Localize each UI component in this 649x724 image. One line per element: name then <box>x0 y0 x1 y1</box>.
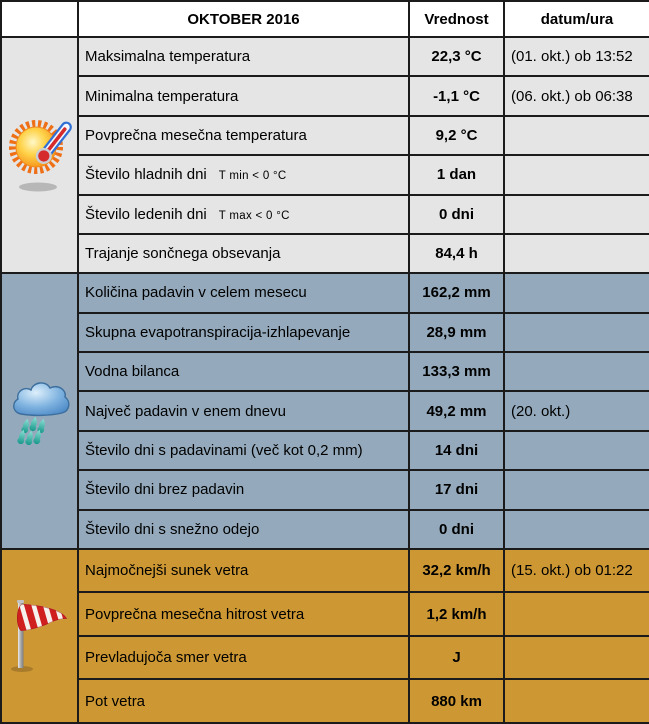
date-column-header: datum/ura <box>504 1 649 37</box>
row-value: 0 dni <box>409 195 504 234</box>
row-label: Povprečna mesečna temperatura <box>85 126 307 144</box>
sun-thermometer-icon <box>8 117 74 193</box>
table-row <box>1 391 649 430</box>
table-row <box>1 470 649 509</box>
row-date: (01. okt.) ob 13:52 <box>504 37 649 76</box>
row-value: 17 dni <box>409 470 504 509</box>
row-date: (15. okt.) ob 01:22 <box>504 549 649 593</box>
row-value: 880 km <box>409 679 504 723</box>
row-date <box>504 234 649 273</box>
windsock-icon <box>9 595 71 677</box>
row-date <box>504 116 649 155</box>
row-date <box>504 313 649 352</box>
row-value: 14 dni <box>409 431 504 470</box>
table-row <box>1 352 649 391</box>
row-date <box>504 679 649 723</box>
row-label: Število dni brez padavin <box>85 481 245 499</box>
table-row <box>1 37 649 76</box>
row-date <box>504 470 649 509</box>
row-date: (06. okt.) ob 06:38 <box>504 76 649 115</box>
table-row <box>1 155 649 194</box>
header-row <box>1 1 649 37</box>
row-label: Prevladujoča smer vetra <box>85 649 247 667</box>
row-value: 133,3 mm <box>409 352 504 391</box>
row-value: 1 dan <box>409 155 504 194</box>
row-label: Največ padavin v enem dnevu <box>85 402 286 420</box>
row-value: J <box>409 636 504 680</box>
row-value: 9,2 °C <box>409 116 504 155</box>
row-label: Vodna bilanca <box>85 363 180 381</box>
row-value: 49,2 mm <box>409 391 504 430</box>
table-row <box>1 76 649 115</box>
table-row <box>1 592 649 636</box>
table-row <box>1 431 649 470</box>
row-value: 32,2 km/h <box>409 549 504 593</box>
row-label: Število dni s snežno odejo <box>85 520 260 538</box>
table-row <box>1 195 649 234</box>
row-date <box>504 510 649 549</box>
row-label: Število ledenih dni <box>85 205 207 223</box>
row-label: Skupna evapotranspiracija-izhlapevanje <box>85 323 351 341</box>
table-row <box>1 313 649 352</box>
row-label: Število hladnih dni <box>85 166 207 184</box>
row-label: Količina padavin v celem mesecu <box>85 284 307 302</box>
row-value: 1,2 km/h <box>409 592 504 636</box>
precipitation-icon-cell <box>1 273 78 549</box>
row-label: Število dni s padavinami (več kot 0,2 mm) <box>85 441 363 459</box>
table-row <box>1 234 649 273</box>
row-value: 0 dni <box>409 510 504 549</box>
row-label: Pot vetra <box>85 692 146 710</box>
table-row <box>1 636 649 680</box>
row-date <box>504 273 649 312</box>
rain-cloud-icon <box>9 377 71 445</box>
row-value: 84,4 h <box>409 234 504 273</box>
row-date <box>504 155 649 194</box>
value-column-header: Vrednost <box>409 1 504 37</box>
table-row <box>1 549 649 593</box>
row-label: Povprečna mesečna hitrost vetra <box>85 605 305 623</box>
row-label: Najmočnejši sunek vetra <box>85 562 249 580</box>
row-value: -1,1 °C <box>409 76 504 115</box>
row-value: 162,2 mm <box>409 273 504 312</box>
row-date <box>504 592 649 636</box>
row-label: Minimalna temperatura <box>85 87 239 105</box>
table-row <box>1 273 649 312</box>
table-row <box>1 510 649 549</box>
row-sublabel: T min < 0 °C <box>218 170 287 183</box>
row-value: 28,9 mm <box>409 313 504 352</box>
row-sublabel: T max < 0 °C <box>218 209 290 222</box>
row-date: (20. okt.) <box>504 391 649 430</box>
table-corner <box>1 1 78 37</box>
table-row <box>1 679 649 723</box>
row-label: Maksimalna temperatura <box>85 48 251 66</box>
row-value: 22,3 °C <box>409 37 504 76</box>
row-label: Trajanje sončnega obsevanja <box>85 245 281 263</box>
row-date <box>504 636 649 680</box>
row-date <box>504 352 649 391</box>
row-date <box>504 431 649 470</box>
row-date <box>504 195 649 234</box>
temperature-icon-cell <box>1 37 78 273</box>
month-header: OKTOBER 2016 <box>78 1 409 37</box>
wind-icon-cell <box>1 549 78 723</box>
table-row <box>1 116 649 155</box>
